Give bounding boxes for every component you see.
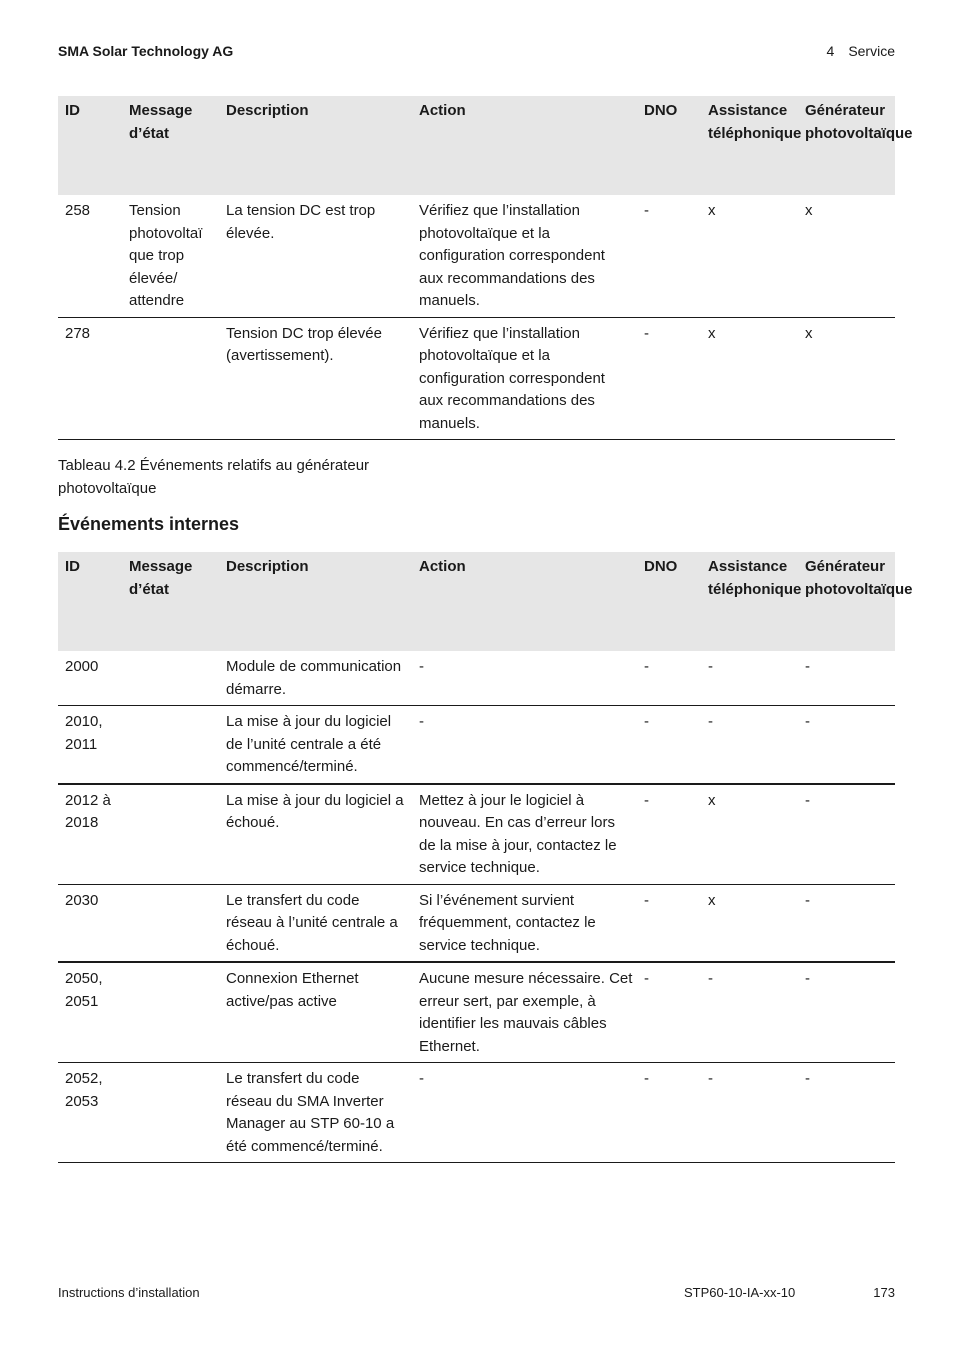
cell-id: 2012 à 2018: [58, 784, 122, 885]
column-header-assistance: Assistance téléphonique: [701, 96, 798, 195]
column-header-dno: DNO: [637, 552, 701, 651]
cell-assistance: x: [701, 317, 798, 440]
column-header-description: Description: [219, 552, 412, 651]
cell-generator: x: [798, 317, 895, 440]
cell-description: Tension DC trop élevée (avertissement).: [219, 317, 412, 440]
cell-id: 2052, 2053: [58, 1063, 122, 1163]
cell-description: Module de communication démarre.: [219, 651, 412, 706]
cell-message: [122, 784, 219, 885]
page-number: 173: [873, 1285, 895, 1300]
cell-message: [122, 962, 219, 1063]
table-row: [58, 317, 895, 440]
column-header-assistance: Assistance téléphonique: [701, 552, 798, 651]
table-row: [58, 651, 895, 706]
internal-events-table: [58, 552, 913, 1163]
table-row: [58, 884, 895, 962]
cell-message: Tension photovoltaï que trop élevée/ attendre: [122, 195, 219, 317]
cell-id: 278: [58, 317, 122, 440]
cell-message: [122, 317, 219, 440]
cell-description: Connexion Ethernet active/pas active: [219, 962, 412, 1063]
cell-message: [122, 1063, 219, 1163]
cell-action: -: [412, 651, 637, 706]
cell-assistance: -: [701, 706, 798, 784]
cell-generator: -: [798, 784, 895, 885]
cell-dno: -: [637, 195, 701, 317]
section-label: [827, 43, 895, 59]
cell-dno: -: [637, 962, 701, 1063]
cell-message: [122, 651, 219, 706]
cell-action: Aucune mesure nécessaire. Cet erreur sert, par exemple, à identifier les mauvais câbles Ethernet.: [412, 962, 637, 1063]
cell-action: Mettez à jour le logiciel à nouveau. En cas d’erreur lors de la mise à jour, contactez le service technique.: [412, 784, 637, 885]
cell-dno: -: [637, 317, 701, 440]
column-header-message: Message d’état: [122, 552, 219, 651]
section-title: Service: [848, 43, 895, 59]
cell-assistance: x: [701, 195, 798, 317]
column-header-description: Description: [219, 96, 412, 195]
table-row: [58, 1063, 895, 1163]
table-row: [58, 962, 895, 1063]
column-header-message: Message d’état: [122, 96, 219, 195]
cell-id: 2050, 2051: [58, 962, 122, 1063]
column-header-generator: Générateur photovoltaïque: [798, 96, 895, 195]
cell-description: La mise à jour du logiciel de l’unité centrale a été commencé/terminé.: [219, 706, 412, 784]
column-header-generator: Générateur photovoltaïque: [798, 552, 895, 651]
cell-assistance: -: [701, 1063, 798, 1163]
cell-dno: -: [637, 706, 701, 784]
pv-generator-events-table: [58, 96, 913, 440]
cell-description: La tension DC est trop élevée.: [219, 195, 412, 317]
cell-generator: -: [798, 884, 895, 962]
column-header-action: Action: [412, 96, 637, 195]
table-header-row: [58, 96, 895, 195]
cell-id: 2000: [58, 651, 122, 706]
cell-generator: -: [798, 1063, 895, 1163]
cell-action: -: [412, 1063, 637, 1163]
cell-description: Le transfert du code réseau du SMA Inverter Manager au STP 60-10 a été commencé/terminé.: [219, 1063, 412, 1163]
cell-dno: -: [637, 884, 701, 962]
table-header-row: [58, 552, 895, 651]
cell-description: La mise à jour du logiciel a échoué.: [219, 784, 412, 885]
cell-assistance: -: [701, 962, 798, 1063]
cell-id: 2010, 2011: [58, 706, 122, 784]
cell-generator: -: [798, 962, 895, 1063]
cell-id: 2030: [58, 884, 122, 962]
cell-dno: -: [637, 651, 701, 706]
cell-dno: -: [637, 1063, 701, 1163]
cell-assistance: -: [701, 651, 798, 706]
cell-action: Si l’événement survient fréquemment, contactez le service technique.: [412, 884, 637, 962]
table-row: [58, 784, 895, 885]
cell-generator: x: [798, 195, 895, 317]
cell-generator: -: [798, 706, 895, 784]
footer-doc-type: Instructions d’installation: [58, 1285, 200, 1300]
table-row: [58, 195, 895, 317]
section-heading: Événements internes: [58, 514, 240, 534]
cell-message: [122, 706, 219, 784]
column-header-action: Action: [412, 552, 637, 651]
section-number: 4: [826, 43, 835, 59]
column-header-dno: DNO: [637, 96, 701, 195]
table-row: [58, 706, 895, 784]
column-header-id: ID: [58, 552, 122, 651]
cell-action: Vérifiez que l’installation photovoltaïque et la configuration correspondent aux recommandations des manuels.: [412, 195, 637, 317]
company-name: SMA Solar Technology AG: [58, 43, 234, 59]
cell-action: Vérifiez que l’installation photovoltaïque et la configuration correspondent aux recommandations des manuels.: [412, 317, 637, 440]
table-caption: Tableau 4.2 Événements relatifs au générateur photovoltaïque: [58, 457, 370, 497]
cell-id: 258: [58, 195, 122, 317]
cell-message: [122, 884, 219, 962]
cell-dno: -: [637, 784, 701, 885]
cell-assistance: x: [701, 784, 798, 885]
footer-doc-id: STP60-10-IA-xx-10: [684, 1285, 796, 1300]
cell-generator: -: [798, 651, 895, 706]
cell-assistance: x: [701, 884, 798, 962]
column-header-id: ID: [58, 96, 122, 195]
cell-description: Le transfert du code réseau à l’unité centrale a échoué.: [219, 884, 412, 962]
cell-action: -: [412, 706, 637, 784]
